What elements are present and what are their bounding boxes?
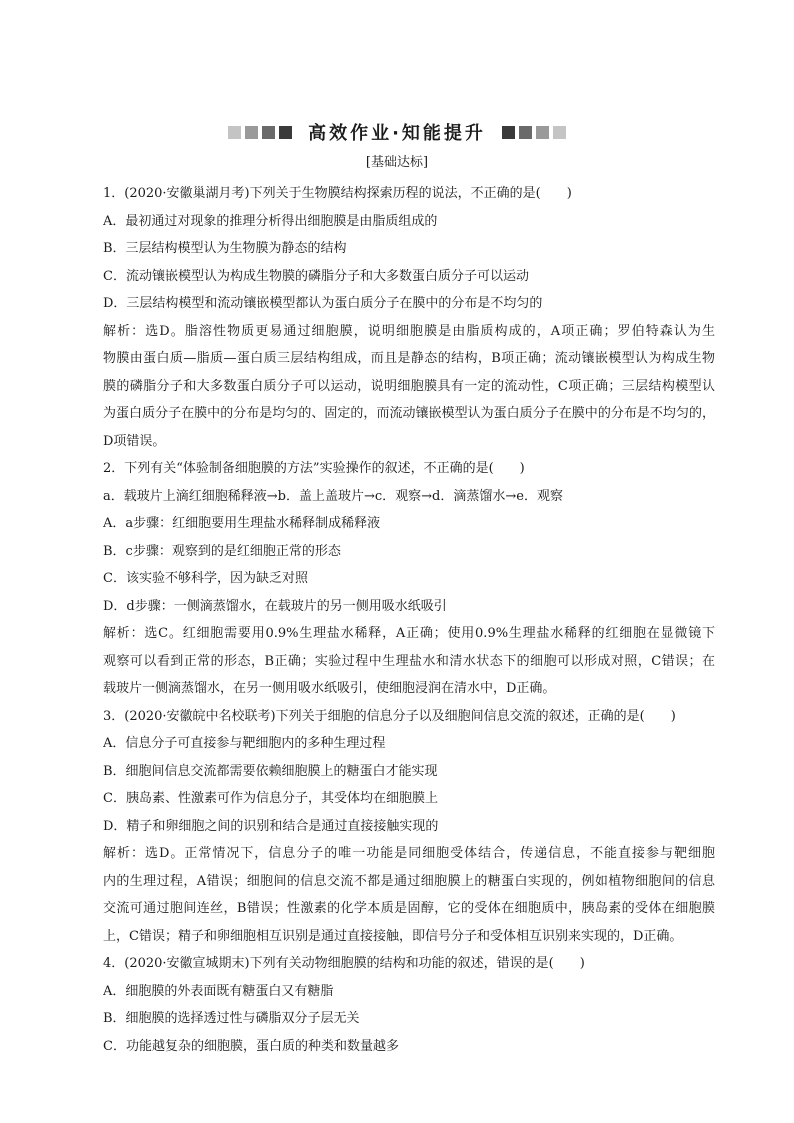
q1-analysis-line: D项错误。 xyxy=(103,433,166,449)
q4-option-b: B．细胞膜的选择透过性与磷脂双分子层无关 xyxy=(103,1011,360,1026)
q2-option-d: D．d步骤：一侧滴蒸馏水，在载玻片的另一侧用吸水纸吸引 xyxy=(103,598,447,614)
q2-option-b: B．c步骤：观察到的是红细胞正常的形态 xyxy=(103,543,341,559)
square-1 xyxy=(228,126,241,139)
q2-option-a: A．a步骤：红细胞要用生理盐水稀释制成稀释液 xyxy=(103,516,381,531)
q3-analysis-line: 上，C错误；精子和卵细胞相互识别是通过直接接触，即信号分子和受体相互识别来实现的，D正确。 xyxy=(103,928,683,944)
q3-option-a: A．信息分子可直接参与靶细胞内的多种生理过程 xyxy=(103,736,386,751)
q4-stem: 4．(2020·安徽宣城期末)下列有关动物细胞膜的结构和功能的叙述，错误的是( ) xyxy=(103,956,585,971)
square-5 xyxy=(502,126,515,139)
q1-option-b: B．三层结构模型认为生物膜为静态的结构 xyxy=(103,241,347,256)
square-8 xyxy=(553,126,566,139)
q1-analysis-line: 为蛋白质分子在膜中的分布是均匀的、固定的，而流动镶嵌模型认为蛋白质分子在膜中的分布是不均匀的， xyxy=(103,406,715,421)
square-6 xyxy=(519,126,532,139)
q3-analysis-line: 内的生理过程，A错误；细胞间的信息交流不都是通过细胞膜上的糖蛋白实现的，例如植物细胞间的信息 xyxy=(103,873,715,889)
q1-option-c: C．流动镶嵌模型认为构成生物膜的磷脂分子和大多数蛋白质分子可以运动 xyxy=(103,268,529,284)
q2-analysis-line: 载玻片一侧滴蒸馏水，在另一侧用吸水纸吸引，使细胞浸润在清水中，D正确。 xyxy=(103,681,556,696)
q3-option-b: B．细胞间信息交流都需要依赖细胞膜上的糖蛋白才能实现 xyxy=(103,763,438,779)
q2-analysis-line: 解析：选C。红细胞需要用0.9%生理盐水稀释，A正确；使用0.9%生理盐水稀释的红细胞在显微镜下 xyxy=(103,626,715,641)
square-3 xyxy=(262,126,275,139)
q3-stem: 3．(2020·安徽皖中名校联考)下列关于细胞的信息分子以及细胞间信息交流的叙述，正确的是( ) xyxy=(103,708,676,724)
square-4 xyxy=(279,126,292,139)
section-heading: [基础达标] xyxy=(365,155,429,170)
square-2 xyxy=(245,126,258,139)
q1-analysis-line: 解析：选D。脂溶性物质更易通过细胞膜，说明细胞膜是由脂质构成的，A项正确；罗伯特森认为生 xyxy=(103,323,715,339)
right-decoration xyxy=(502,126,566,139)
q2-analysis-line: 观察可以看到正常的形态，B正确；实验过程中生理盐水和清水状态下的细胞可以形成对照，C错误；在 xyxy=(103,653,715,669)
q1-analysis-line: 物膜由蛋白质—脂质—蛋白质三层结构组成，而且是静态的结构，B项正确；流动镶嵌模型认为构成生物 xyxy=(103,351,715,366)
q1-stem: 1．(2020·安徽巢湖月考)下列关于生物膜结构探索历程的说法，不正确的是( ) xyxy=(103,186,572,201)
square-7 xyxy=(536,126,549,139)
q3-option-c: C．胰岛素、性激素可作为信息分子，其受体均在细胞膜上 xyxy=(103,791,438,806)
q2-option-c: C．该实验不够科学，因为缺乏对照 xyxy=(103,571,308,586)
q2-stem: 2．下列有关“体验制备细胞膜的方法”实验操作的叙述，不正确的是( ) xyxy=(103,461,525,476)
q1-analysis-line: 膜的磷脂分子和大多数蛋白质分子可以运动，说明细胞膜具有一定的流动性，C项正确；三层结构模型认 xyxy=(103,378,715,394)
q4-option-a: A．细胞膜的外表面既有糖蛋白又有糖脂 xyxy=(103,983,334,999)
q3-option-d: D．精子和卵细胞之间的识别和结合是通过直接接触实现的 xyxy=(103,818,439,834)
q1-option-d: D．三层结构模型和流动镶嵌模型都认为蛋白质分子在膜中的分布是不均匀的 xyxy=(103,296,543,311)
page-title: 高效作业·知能提升 xyxy=(308,123,486,144)
q3-analysis-line: 交流可通过胞间连丝，B错误；性激素的化学本质是固醇，它的受体在细胞质中，胰岛素的受体在细胞膜 xyxy=(103,901,715,916)
left-decoration xyxy=(228,126,292,139)
q1-option-a: A．最初通过对现象的推理分析得出细胞膜是由脂质组成的 xyxy=(103,213,438,229)
q4-option-c: C．功能越复杂的细胞膜，蛋白质的种类和数量越多 xyxy=(103,1038,399,1054)
exercise-content xyxy=(103,180,715,1060)
q2-procedure: a．载玻片上滴红细胞稀释液→b．盖上盖玻片→c．观察→d．滴蒸馏水→e．观察 xyxy=(103,488,563,504)
title-banner xyxy=(0,119,794,145)
q3-analysis-line: 解析：选D。正常情况下，信息分子的唯一功能是同细胞受体结合，传递信息，不能直接参与靶细胞 xyxy=(103,846,715,861)
